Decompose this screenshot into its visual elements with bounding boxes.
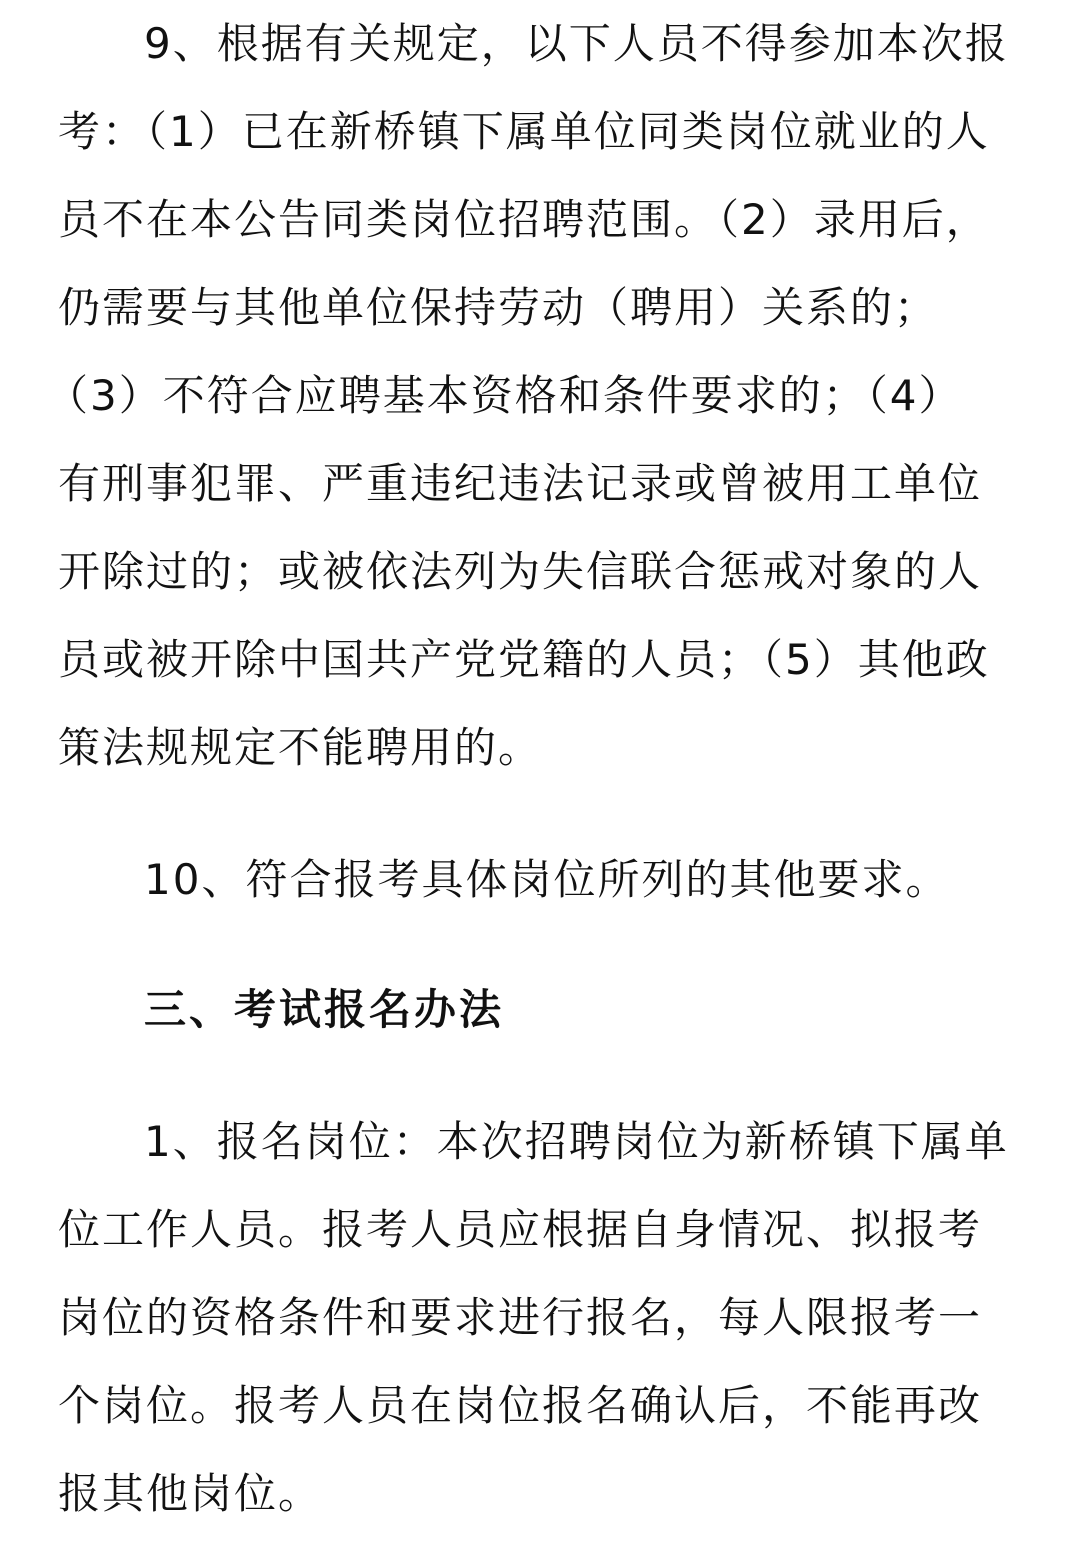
item-9-line-6: 有刑事犯罪、严重违纪违法记录或曾被用工单位 [58,459,983,508]
item-9-line-2: 考：（1）已在新桥镇下属单位同类岗位就业的人 [58,107,990,156]
item-10-text: 10、符合报考具体岗位所列的其他要求。 [144,855,950,904]
item-9-line-1: 9、根据有关规定，以下人员不得参加本次报 [144,19,1009,68]
item-9-line-8: 员或被开除中国共产党党籍的人员；（5）其他政 [58,635,990,684]
item-9-line-3: 员不在本公告同类岗位招聘范围。（2）录用后， [58,195,990,244]
item-1-line-3: 岗位的资格条件和要求进行报名，每人限报考一 [58,1293,983,1342]
item-9-line-5: （3）不符合应聘基本资格和条件要求的；（4） [46,371,963,420]
item-9-line-7: 开除过的；或被依法列为失信联合惩戒对象的人 [58,547,983,596]
item-1-line-5: 报其他岗位。 [58,1469,323,1518]
item-9-line-4: 仍需要与其他单位保持劳动（聘用）关系的； [58,283,939,332]
item-1-line-1: 1、报名岗位：本次招聘岗位为新桥镇下属单 [144,1117,1009,1166]
item-1-line-4: 个岗位。报考人员在岗位报名确认后，不能再改 [58,1381,983,1430]
item-1-line-2: 位工作人员。报考人员应根据自身情况、拟报考 [58,1205,983,1254]
item-9-line-9: 策法规规定不能聘用的。 [58,723,543,772]
section-3-heading: 三、考试报名办法 [144,985,505,1034]
